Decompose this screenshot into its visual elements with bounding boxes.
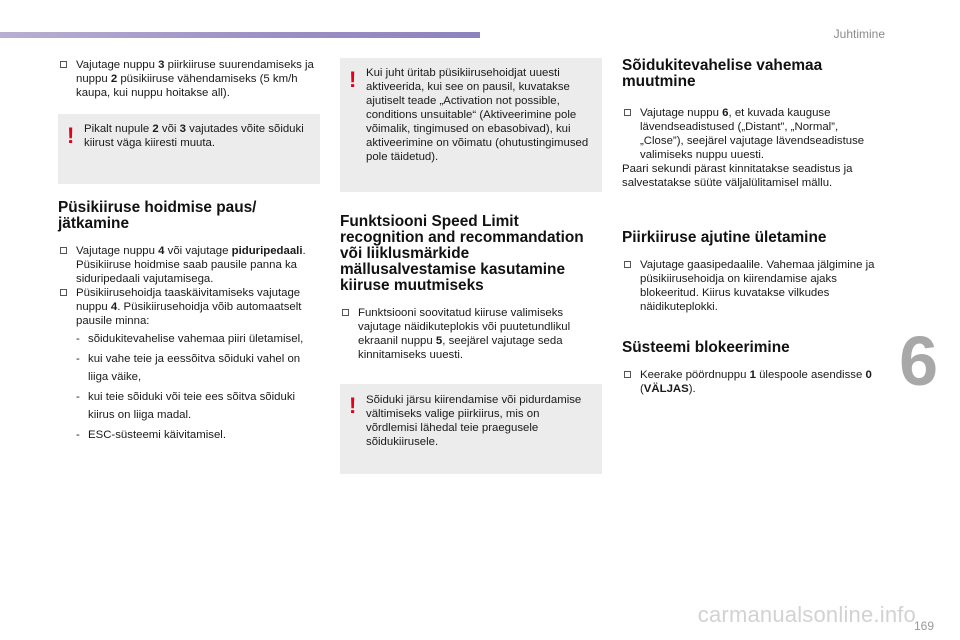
bullet-restart: Püsikiirusehoidja taaskäivitamiseks vajutage nuppu 4. Püsikiirusehoidja võib automaatselt pausile minna:: [58, 286, 320, 328]
warning-exclamation-icon: !: [67, 123, 75, 148]
bullet-speed-adjust: Vajutage nuppu 3 piirkiiruse suurendamiseks ja nuppu 2 püsikiiruse vähendamiseks (5 km/h kaupa, kui nuppu hoitakse all).: [58, 58, 320, 100]
warning-exclamation-icon: !: [349, 67, 357, 92]
warning-note-acceleration: ! Sõiduki järsu kiirendamise või pidurdamise vältimiseks valige piirkiirus, mis on võrdlemisi lähedal teie praegusele sõidukiirusele.: [340, 384, 602, 474]
checkbox-icon: [60, 247, 67, 254]
watermark: carmanualsonline.info: [697, 602, 916, 627]
warning-note-long-press: ! Pikalt nupule 2 või 3 vajutades võite sõiduki kiirust väga kiiresti muuta.: [58, 114, 320, 184]
header-accent-bar: [0, 32, 480, 38]
list-item: - sõidukitevahelise vahemaa piiri ületamisel,: [76, 333, 304, 345]
checkbox-icon: [624, 371, 631, 378]
heading-distance-change: Sõidukitevahelise vahemaa muutmine: [622, 57, 823, 90]
bullet-rotary: Keerake pöördnuppu 1 ülespoole asendisse 0 (VÄLJAS).: [622, 368, 884, 396]
list-item: - ESC-süsteemi käivitamisel.: [76, 429, 226, 441]
chapter-number: 6: [899, 322, 938, 400]
column-3: [622, 58, 884, 396]
page-number: 169: [913, 619, 934, 633]
checkbox-icon: [624, 109, 631, 116]
column-1: [58, 58, 320, 444]
heading-speed-limit-recognition: Funktsiooni Speed Limit recognition and recommandation või liiklusmärkide mällusalvestamise kasutamine kiiruse muutmiseks: [340, 213, 584, 294]
warning-note-activation: ! Kui juht üritab püsikiirusehoidjat uuesti aktiveerida, kui see on pausil, kuvatakse ajutiselt teade „Activation not possible, conditions unsuitable“ (Aktiveerimine pole võimalik, tingimused on ebasobivad), kui aktiveerimine on võimatu (ohutustingimused pole täidetud).: [340, 58, 602, 192]
checkbox-icon: [624, 261, 631, 268]
heading-pause-resume: Püsikiiruse hoidmise paus/ jätkamine: [58, 199, 257, 232]
heading-system-block: Süsteemi blokeerimine: [622, 339, 790, 356]
bullet-distance: Vajutage nuppu 6, et kuvada kauguse lävendseadistused („Distant”, „Normal”, „Close”), seejärel vajutage lävendseadistuse valimiseks nuppu uuesti.: [622, 106, 884, 162]
bullet-pause: Vajutage nuppu 4 või vajutage piduripedaali. Püsikiiruse hoidmise saab pausile panna ka siduripedaali vajutamisega.: [58, 244, 320, 286]
checkbox-icon: [60, 61, 67, 68]
list-item: - kui vahe teie ja eessõitva sõiduki vahel on liiga väike,: [76, 353, 301, 383]
bullet-accelerator: Vajutage gaasipedaalile. Vahemaa jälgimine ja püsikiirusehoidja on kiirendamise ajaks blokeeritud. Kiirus kuvatakse vilkudes näidikuteplokki.: [622, 258, 884, 314]
heading-temporary-override: Piirkiiruse ajutine ületamine: [622, 229, 827, 246]
paragraph-save-setting: Paari sekundi pärast kinnitatakse seadistus ja salvestatakse süüte väljalülitamisel mällu.: [622, 163, 853, 189]
bullet-select-speed: Funktsiooni soovitatud kiiruse valimiseks vajutage näidikuteplokis või puutetundlikul ekraanil nuppu 5, seejärel vajutage seda kinnitamiseks uuesti.: [340, 306, 602, 362]
checkbox-icon: [60, 289, 67, 296]
column-2: [340, 58, 602, 474]
checkbox-icon: [342, 309, 349, 316]
warning-exclamation-icon: !: [349, 393, 357, 418]
section-name: Juhtimine: [833, 27, 885, 41]
list-item: - kui teie sõiduki või teie ees sõitva sõiduki kiirus on liiga madal.: [76, 391, 296, 421]
